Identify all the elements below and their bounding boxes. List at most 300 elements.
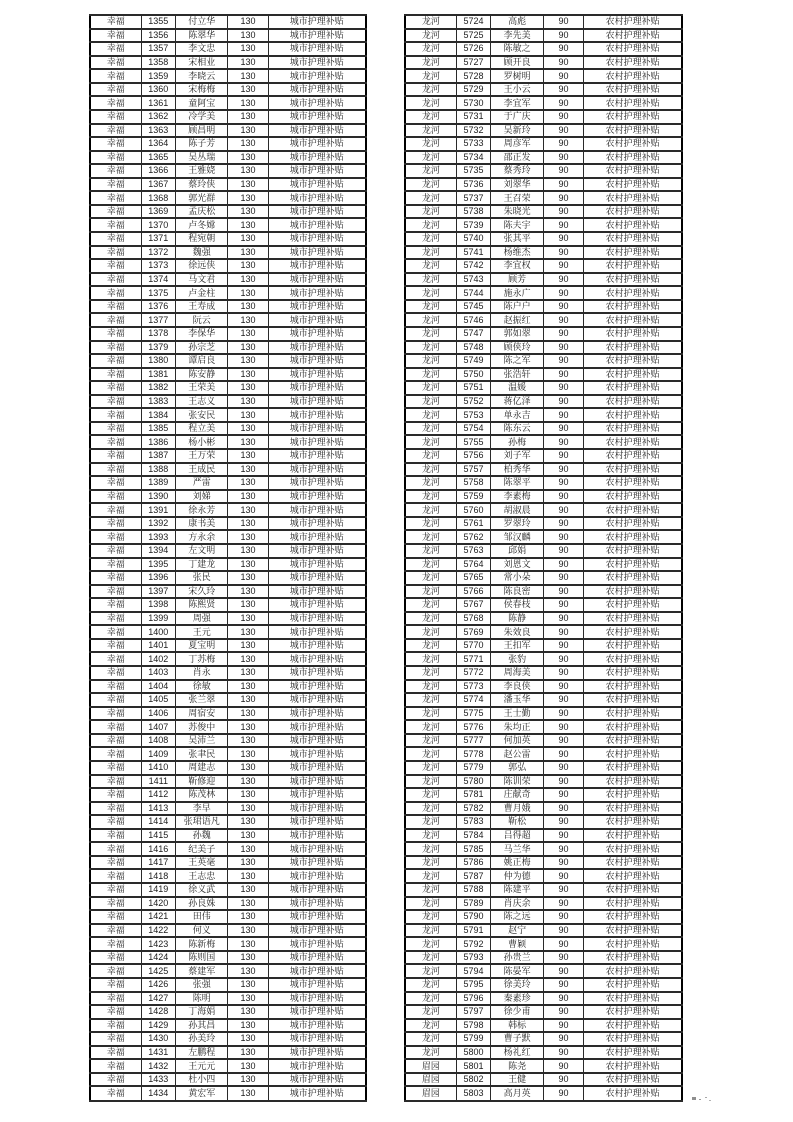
cell-serial: 5752 (456, 395, 491, 409)
cell-person-name: 张其平 (491, 232, 544, 246)
cell-subsidy-type: 城市护理补贴 (268, 83, 366, 97)
cell-serial: 5795 (456, 978, 491, 992)
table-row (405, 368, 682, 382)
cell-person-name: 常小朵 (491, 571, 544, 585)
cell-amount: 130 (228, 598, 268, 612)
cell-district: 龙河 (405, 707, 456, 721)
cell-district: 龙河 (405, 42, 456, 56)
cell-amount: 90 (543, 585, 583, 599)
cell-amount: 90 (543, 802, 583, 816)
table-row (405, 964, 682, 978)
cell-amount: 90 (543, 56, 583, 70)
cell-subsidy-type: 城市护理补贴 (268, 883, 366, 897)
cell-amount: 90 (543, 408, 583, 422)
cell-person-name: 徐美玲 (491, 978, 544, 992)
cell-person-name: 吴新玲 (491, 124, 544, 138)
table-row (90, 354, 366, 368)
cell-person-name: 左文明 (176, 544, 228, 558)
cell-person-name: 曹颖 (491, 937, 544, 951)
cell-district: 幸福 (90, 124, 141, 138)
table-row (405, 1086, 682, 1101)
table-row (90, 56, 366, 70)
table-row (90, 530, 366, 544)
cell-serial: 1355 (141, 15, 176, 29)
cell-district: 幸福 (90, 612, 141, 626)
cell-serial: 1395 (141, 558, 176, 572)
table-row (405, 354, 682, 368)
cell-serial: 5770 (456, 639, 491, 653)
cell-subsidy-type: 城市护理补贴 (268, 517, 366, 531)
cell-subsidy-type: 农村护理补贴 (584, 571, 682, 585)
cell-district: 幸福 (90, 503, 141, 517)
cell-amount: 130 (228, 775, 268, 789)
table-row (405, 490, 682, 504)
cell-subsidy-type: 城市护理补贴 (268, 924, 366, 938)
cell-person-name: 李素梅 (491, 490, 544, 504)
cell-district: 龙河 (405, 151, 456, 165)
table-row (90, 15, 366, 29)
cell-amount: 90 (543, 110, 583, 124)
cell-serial: 1399 (141, 612, 176, 626)
table-row (90, 503, 366, 517)
cell-district: 龙河 (405, 69, 456, 83)
cell-amount: 90 (543, 381, 583, 395)
cell-serial: 5799 (456, 1032, 491, 1046)
cell-person-name: 徐敏 (176, 680, 228, 694)
cell-district: 龙河 (405, 937, 456, 951)
cell-district: 幸福 (90, 83, 141, 97)
cell-subsidy-type: 城市护理补贴 (268, 680, 366, 694)
cell-amount: 130 (228, 720, 268, 734)
cell-subsidy-type: 城市护理补贴 (268, 978, 366, 992)
cell-serial: 1390 (141, 490, 176, 504)
cell-amount: 90 (543, 463, 583, 477)
cell-person-name: 施永广 (491, 286, 544, 300)
cell-person-name: 陈新梅 (176, 937, 228, 951)
cell-serial: 1434 (141, 1086, 176, 1101)
table-row (90, 802, 366, 816)
cell-person-name: 陈之远 (491, 910, 544, 924)
cell-amount: 90 (543, 205, 583, 219)
cell-serial: 1407 (141, 720, 176, 734)
cell-person-name: 孙贵兰 (491, 951, 544, 965)
table-row (405, 707, 682, 721)
cell-amount: 90 (543, 761, 583, 775)
table-row (90, 585, 366, 599)
cell-amount: 130 (228, 178, 268, 192)
cell-amount: 90 (543, 1046, 583, 1060)
cell-district: 幸福 (90, 273, 141, 287)
table-row (90, 652, 366, 666)
cell-serial: 5773 (456, 680, 491, 694)
cell-serial: 5755 (456, 435, 491, 449)
cell-amount: 90 (543, 598, 583, 612)
cell-serial: 1359 (141, 69, 176, 83)
cell-person-name: 程宛朝 (176, 232, 228, 246)
cell-district: 幸福 (90, 815, 141, 829)
cell-subsidy-type: 农村护理补贴 (584, 368, 682, 382)
cell-district: 幸福 (90, 639, 141, 653)
cell-district: 幸福 (90, 327, 141, 341)
cell-district: 幸福 (90, 56, 141, 70)
cell-amount: 130 (228, 571, 268, 585)
cell-district: 幸福 (90, 937, 141, 951)
cell-subsidy-type: 农村护理补贴 (584, 815, 682, 829)
cell-subsidy-type: 农村护理补贴 (584, 300, 682, 314)
cell-district: 眉园 (405, 1073, 456, 1087)
cell-serial: 1430 (141, 1032, 176, 1046)
cell-serial: 5803 (456, 1086, 491, 1101)
cell-person-name: 王成民 (176, 463, 228, 477)
table-row (405, 246, 682, 260)
cell-amount: 130 (228, 1005, 268, 1019)
cell-serial: 1404 (141, 680, 176, 694)
cell-district: 幸福 (90, 924, 141, 938)
cell-amount: 130 (228, 490, 268, 504)
cell-district: 幸福 (90, 625, 141, 639)
table-row (405, 558, 682, 572)
cell-person-name: 潘玉华 (491, 693, 544, 707)
cell-subsidy-type: 农村护理补贴 (584, 1032, 682, 1046)
table-row (90, 924, 366, 938)
cell-amount: 130 (228, 666, 268, 680)
cell-subsidy-type: 城市护理补贴 (268, 544, 366, 558)
cell-district: 龙河 (405, 558, 456, 572)
cell-serial: 1400 (141, 625, 176, 639)
cell-subsidy-type: 城市护理补贴 (268, 178, 366, 192)
cell-district: 幸福 (90, 992, 141, 1006)
cell-person-name: 高月英 (491, 1086, 544, 1101)
table-row (90, 978, 366, 992)
cell-serial: 5735 (456, 164, 491, 178)
cell-person-name: 秦素珍 (491, 992, 544, 1006)
cell-amount: 130 (228, 232, 268, 246)
cell-serial: 5800 (456, 1046, 491, 1060)
table-row (90, 869, 366, 883)
cell-serial: 5730 (456, 96, 491, 110)
table-row (405, 191, 682, 205)
cell-district: 幸福 (90, 747, 141, 761)
cell-serial: 1426 (141, 978, 176, 992)
table-row (90, 96, 366, 110)
cell-amount: 130 (228, 381, 268, 395)
cell-amount: 90 (543, 612, 583, 626)
cell-person-name: 丁海娟 (176, 1005, 228, 1019)
cell-person-name: 张豹 (491, 652, 544, 666)
cell-serial: 1411 (141, 775, 176, 789)
cell-serial: 1375 (141, 286, 176, 300)
cell-amount: 90 (543, 951, 583, 965)
cell-subsidy-type: 城市护理补贴 (268, 992, 366, 1006)
table-row (405, 259, 682, 273)
cell-amount: 130 (228, 286, 268, 300)
cell-amount: 130 (228, 164, 268, 178)
cell-amount: 130 (228, 1046, 268, 1060)
cell-district: 龙河 (405, 734, 456, 748)
cell-district: 龙河 (405, 503, 456, 517)
cell-district: 幸福 (90, 232, 141, 246)
cell-serial: 1376 (141, 300, 176, 314)
cell-person-name: 王健 (491, 1073, 544, 1087)
cell-amount: 90 (543, 15, 583, 29)
cell-amount: 90 (543, 666, 583, 680)
cell-amount: 130 (228, 313, 268, 327)
cell-serial: 5744 (456, 286, 491, 300)
cell-district: 幸福 (90, 530, 141, 544)
cell-serial: 5731 (456, 110, 491, 124)
table-row (90, 232, 366, 246)
table-row (405, 951, 682, 965)
cell-district: 龙河 (405, 571, 456, 585)
cell-amount: 130 (228, 585, 268, 599)
cell-subsidy-type: 农村护理补贴 (584, 313, 682, 327)
cell-amount: 130 (228, 435, 268, 449)
cell-subsidy-type: 城市护理补贴 (268, 273, 366, 287)
cell-amount: 90 (543, 1032, 583, 1046)
subsidy-table-right-grid (404, 14, 683, 1102)
cell-person-name: 李保华 (176, 327, 228, 341)
cell-district: 幸福 (90, 1073, 141, 1087)
table-row (90, 544, 366, 558)
table-row (405, 652, 682, 666)
cell-amount: 130 (228, 449, 268, 463)
cell-person-name: 宋相业 (176, 56, 228, 70)
cell-amount: 130 (228, 29, 268, 43)
cell-amount: 90 (543, 435, 583, 449)
cell-subsidy-type: 农村护理补贴 (584, 544, 682, 558)
cell-district: 龙河 (405, 327, 456, 341)
cell-serial: 1367 (141, 178, 176, 192)
cell-district: 幸福 (90, 869, 141, 883)
cell-subsidy-type: 农村护理补贴 (584, 178, 682, 192)
cell-serial: 1414 (141, 815, 176, 829)
table-row (90, 1059, 366, 1073)
cell-amount: 90 (543, 788, 583, 802)
cell-amount: 90 (543, 341, 583, 355)
cell-subsidy-type: 农村护理补贴 (584, 666, 682, 680)
cell-serial: 1419 (141, 883, 176, 897)
cell-subsidy-type: 农村护理补贴 (584, 259, 682, 273)
cell-district: 幸福 (90, 15, 141, 29)
cell-amount: 90 (543, 286, 583, 300)
cell-serial: 1412 (141, 788, 176, 802)
table-row (90, 775, 366, 789)
table-row (90, 300, 366, 314)
cell-district: 龙河 (405, 693, 456, 707)
cell-amount: 130 (228, 992, 268, 1006)
table-row (90, 476, 366, 490)
cell-person-name: 蔡建军 (176, 964, 228, 978)
table-row (90, 815, 366, 829)
table-row (405, 178, 682, 192)
cell-person-name: 蒋亿泽 (491, 395, 544, 409)
cell-person-name: 徐永芳 (176, 503, 228, 517)
table-row (405, 612, 682, 626)
cell-amount: 90 (543, 300, 583, 314)
table-row (405, 937, 682, 951)
cell-subsidy-type: 农村护理补贴 (584, 869, 682, 883)
table-row (90, 788, 366, 802)
cell-subsidy-type: 农村护理补贴 (584, 951, 682, 965)
table-row (405, 1005, 682, 1019)
cell-amount: 130 (228, 747, 268, 761)
cell-district: 龙河 (405, 585, 456, 599)
cell-amount: 90 (543, 96, 583, 110)
cell-subsidy-type: 农村护理补贴 (584, 15, 682, 29)
cell-district: 幸福 (90, 449, 141, 463)
cell-amount: 130 (228, 246, 268, 260)
cell-amount: 90 (543, 1005, 583, 1019)
cell-serial: 5743 (456, 273, 491, 287)
cell-amount: 130 (228, 802, 268, 816)
cell-serial: 1433 (141, 1073, 176, 1087)
cell-amount: 130 (228, 110, 268, 124)
table-row (405, 1059, 682, 1073)
cell-district: 幸福 (90, 341, 141, 355)
table-row (405, 503, 682, 517)
table-row (90, 856, 366, 870)
cell-serial: 5747 (456, 327, 491, 341)
cell-serial: 5760 (456, 503, 491, 517)
cell-amount: 90 (543, 1073, 583, 1087)
cell-person-name: 顾芳 (491, 273, 544, 287)
cell-person-name: 郭弘 (491, 761, 544, 775)
table-row (90, 680, 366, 694)
cell-person-name: 吴沛兰 (176, 734, 228, 748)
subsidy-table-left-grid (89, 14, 367, 1102)
cell-subsidy-type: 城市护理补贴 (268, 1046, 366, 1060)
cell-serial: 1406 (141, 707, 176, 721)
table-row (90, 910, 366, 924)
cell-subsidy-type: 城市护理补贴 (268, 761, 366, 775)
cell-amount: 90 (543, 964, 583, 978)
cell-amount: 130 (228, 69, 268, 83)
cell-district: 龙河 (405, 897, 456, 911)
cell-serial: 1379 (141, 341, 176, 355)
table-row (90, 83, 366, 97)
cell-district: 幸福 (90, 218, 141, 232)
cell-amount: 130 (228, 842, 268, 856)
cell-person-name: 陈熙贤 (176, 598, 228, 612)
cell-serial: 1366 (141, 164, 176, 178)
table-row (405, 1032, 682, 1046)
cell-amount: 130 (228, 218, 268, 232)
cell-amount: 90 (543, 218, 583, 232)
cell-amount: 130 (228, 273, 268, 287)
cell-district: 幸福 (90, 1032, 141, 1046)
table-row (90, 666, 366, 680)
cell-district: 幸福 (90, 802, 141, 816)
cell-person-name: 陈静 (491, 612, 544, 626)
table-row (90, 1086, 366, 1101)
cell-district: 幸福 (90, 910, 141, 924)
cell-amount: 90 (543, 625, 583, 639)
cell-serial: 5758 (456, 476, 491, 490)
table-row (405, 327, 682, 341)
cell-serial: 5739 (456, 218, 491, 232)
cell-subsidy-type: 农村护理补贴 (584, 639, 682, 653)
cell-amount: 90 (543, 856, 583, 870)
cell-amount: 130 (228, 476, 268, 490)
cell-serial: 5790 (456, 910, 491, 924)
cell-subsidy-type: 农村护理补贴 (584, 598, 682, 612)
cell-subsidy-type: 城市护理补贴 (268, 625, 366, 639)
cell-district: 幸福 (90, 720, 141, 734)
cell-serial: 5725 (456, 29, 491, 43)
cell-subsidy-type: 农村护理补贴 (584, 924, 682, 938)
cell-subsidy-type: 城市护理补贴 (268, 408, 366, 422)
cell-subsidy-type: 城市护理补贴 (268, 1019, 366, 1033)
cell-subsidy-type: 农村护理补贴 (584, 56, 682, 70)
cell-district: 龙河 (405, 680, 456, 694)
cell-person-name: 杜小四 (176, 1073, 228, 1087)
cell-district: 幸福 (90, 788, 141, 802)
cell-amount: 130 (228, 951, 268, 965)
cell-serial: 1418 (141, 869, 176, 883)
cell-subsidy-type: 农村护理补贴 (584, 232, 682, 246)
cell-district: 龙河 (405, 924, 456, 938)
cell-serial: 1408 (141, 734, 176, 748)
cell-person-name: 曹子默 (491, 1032, 544, 1046)
cell-serial: 5728 (456, 69, 491, 83)
cell-subsidy-type: 农村护理补贴 (584, 585, 682, 599)
table-row (90, 42, 366, 56)
cell-person-name: 孟庆松 (176, 205, 228, 219)
cell-person-name: 李宜军 (491, 96, 544, 110)
cell-serial: 5802 (456, 1073, 491, 1087)
cell-district: 龙河 (405, 666, 456, 680)
cell-person-name: 程立美 (176, 422, 228, 436)
cell-amount: 130 (228, 544, 268, 558)
cell-person-name: 张兰翠 (176, 693, 228, 707)
cell-amount: 90 (543, 815, 583, 829)
table-row (405, 788, 682, 802)
cell-serial: 5772 (456, 666, 491, 680)
cell-subsidy-type: 城市护理补贴 (268, 15, 366, 29)
cell-district: 幸福 (90, 96, 141, 110)
cell-district: 龙河 (405, 449, 456, 463)
cell-serial: 1365 (141, 151, 176, 165)
cell-person-name: 仲为德 (491, 869, 544, 883)
cell-district: 龙河 (405, 530, 456, 544)
cell-person-name: 王志义 (176, 395, 228, 409)
cell-amount: 90 (543, 747, 583, 761)
cell-amount: 130 (228, 395, 268, 409)
cell-district: 幸福 (90, 544, 141, 558)
cell-district: 龙河 (405, 341, 456, 355)
table-row (90, 449, 366, 463)
cell-amount: 90 (543, 544, 583, 558)
table-row (405, 897, 682, 911)
cell-district: 龙河 (405, 869, 456, 883)
cell-district: 幸福 (90, 1019, 141, 1033)
cell-person-name: 刘娣 (176, 490, 228, 504)
cell-serial: 5753 (456, 408, 491, 422)
cell-person-name: 吴丛瑞 (176, 151, 228, 165)
cell-person-name: 陈户户 (491, 300, 544, 314)
cell-amount: 90 (543, 29, 583, 43)
cell-amount: 130 (228, 829, 268, 843)
cell-person-name: 顾侠玲 (491, 341, 544, 355)
table-row (405, 829, 682, 843)
table-row (90, 381, 366, 395)
cell-serial: 5788 (456, 883, 491, 897)
cell-serial: 1374 (141, 273, 176, 287)
cell-district: 幸福 (90, 137, 141, 151)
cell-district: 龙河 (405, 381, 456, 395)
cell-subsidy-type: 农村护理补贴 (584, 883, 682, 897)
cell-subsidy-type: 农村护理补贴 (584, 29, 682, 43)
